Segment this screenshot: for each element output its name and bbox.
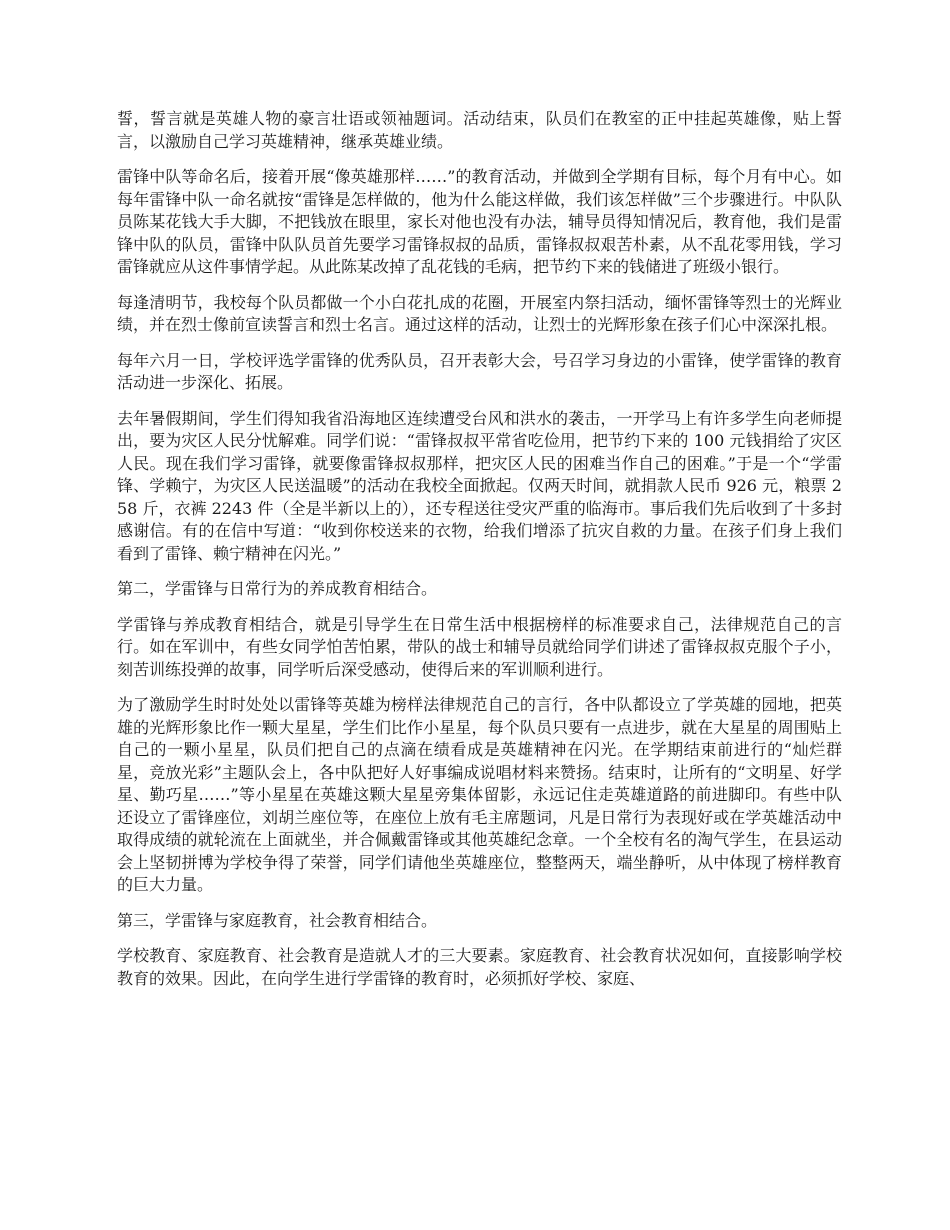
paragraph-hero-oath: 誓，誓言就是英雄人物的豪言壮语或领袖题词。活动结束，队员们在教室的正中挂起英雄像，贴上誓言，以激励自己学习英雄精神，继承英雄业绩。 [117,109,842,151]
paragraph-lei-feng-squad-activities: 雷锋中队等命名后，接着开展“像英雄那样……”的教育活动，并做到全学期有目标，每个月有中心。如每年雷锋中队一命名就按“雷锋是怎样做的，他为什么能这样做，我们该怎样做”三个步骤进行。中队队员陈某花钱大手大脚，不把钱放在眼里，家长对他也没有办法，辅导员得知情况后，教育他，我们是雷锋中队的队员，雷锋中队队员首先要学习雷锋叔叔的品质，雷锋叔叔艰苦朴素，从不乱花零用钱，学习雷锋就应从这件事情学起。从此陈某改掉了乱花钱的毛病，把节约下来的钱储进了班级小银行。 [117,167,842,276]
paragraph-june-first-commendation: 每年六月一日，学校评选学雷锋的优秀队员，召开表彰大会，号召学习身边的小雷锋，使学雷锋的教育活动进一步深化、拓展。 [117,350,842,392]
paragraph-qingming-memorial: 每逢清明节，我校每个队员都做一个小白花扎成的花圈，开展室内祭扫活动，缅怀雷锋等烈士的光辉业绩，并在烈士像前宣读誓言和烈士名言。通过这样的活动，让烈士的光辉形象在孩子们心中深深扎根。 [117,292,842,334]
paragraph-disaster-relief: 去年暑假期间，学生们得知我省沿海地区连续遭受台风和洪水的袭击，一开学马上有许多学生向老师提出，要为灾区人民分忧解难。同学们说：“雷锋叔叔平常省吃俭用，把节约下来的 100 元钱捐给了灾区人民。现在我们学习雷锋，就要像雷锋叔叔那样，把灾区人民的困难当作自己的困难。”于是一个“学雷锋、学赖宁，为灾区人民送温暖”的活动在我校全面掀起。仅两天时间，就捐款人民币 926 元，粮票 258 斤，衣裤 2243 件（全是半新以上的），还专程送往受灾严重的临海市。事后我们先后收到了十多封感谢信。有的在信中写道：“收到你校送来的衣物，给我们增添了抗灾自救的力量。在孩子们身上我们看到了雷锋、赖宁精神在闪光。” [117,408,842,563]
section-heading-two: 第二，学雷锋与日常行为的养成教育相结合。 [117,579,438,598]
document-page [117,108,842,1003]
paragraph-hero-stars: 为了激励学生时时处处以雷锋等英雄为榜样法律规范自己的言行，各中队都设立了学英雄的园地，把英雄的光辉形象比作一颗大星星，学生们比作小星星，每个队员只要有一点进步，就在大星星的周围贴上自己的一颗小星星，队员们把自己的点滴在绩看成是英雄精神在闪光。在学期结束前进行的“灿烂群星，竞放光彩”主题队会上，各中队把好人好事编成说唱材料来赞扬。结束时，让所有的“文明星、好学星、勤巧星……”等小星星在英雄这颗大星星旁集体留影，永远记住走英雄道路的前进脚印。有些中队还设立了雷锋座位，刘胡兰座位等，在座位上放有毛主席题词，凡是日常行为表现好或在学英雄活动中取得成绩的就轮流在上面就坐，并合佩戴雷锋或其他英雄纪念章。一个全校有名的淘气学生，在县运动会上坚韧拼博为学校争得了荣誉，同学们请他坐英雄座位，整整两天，端坐静听，从中体现了榜样教育的巨大力量。 [117,695,842,894]
paragraph-family-social-education: 学校教育、家庭教育、社会教育是造就人才的三大要素。家庭教育、社会教育状况如何，直接影响学校教育的效果。因此，在向学生进行学雷锋的教育时，必须抓好学校、家庭、 [117,946,842,988]
section-heading-three: 第三，学雷锋与家庭教育，社会教育相结合。 [117,910,438,930]
paragraph-habit-education: 学雷锋与养成教育相结合，就是引导学生在日常生活中根据榜样的标准要求自己，法律规范自己的言行。如在军训中，有些女同学怕苦怕累，带队的战士和辅导员就给同学们讲述了雷锋叔叔克服个子小，刻苦训练投弹的故事，同学听后深受感动，使得后来的军训顺利进行。 [117,614,842,679]
